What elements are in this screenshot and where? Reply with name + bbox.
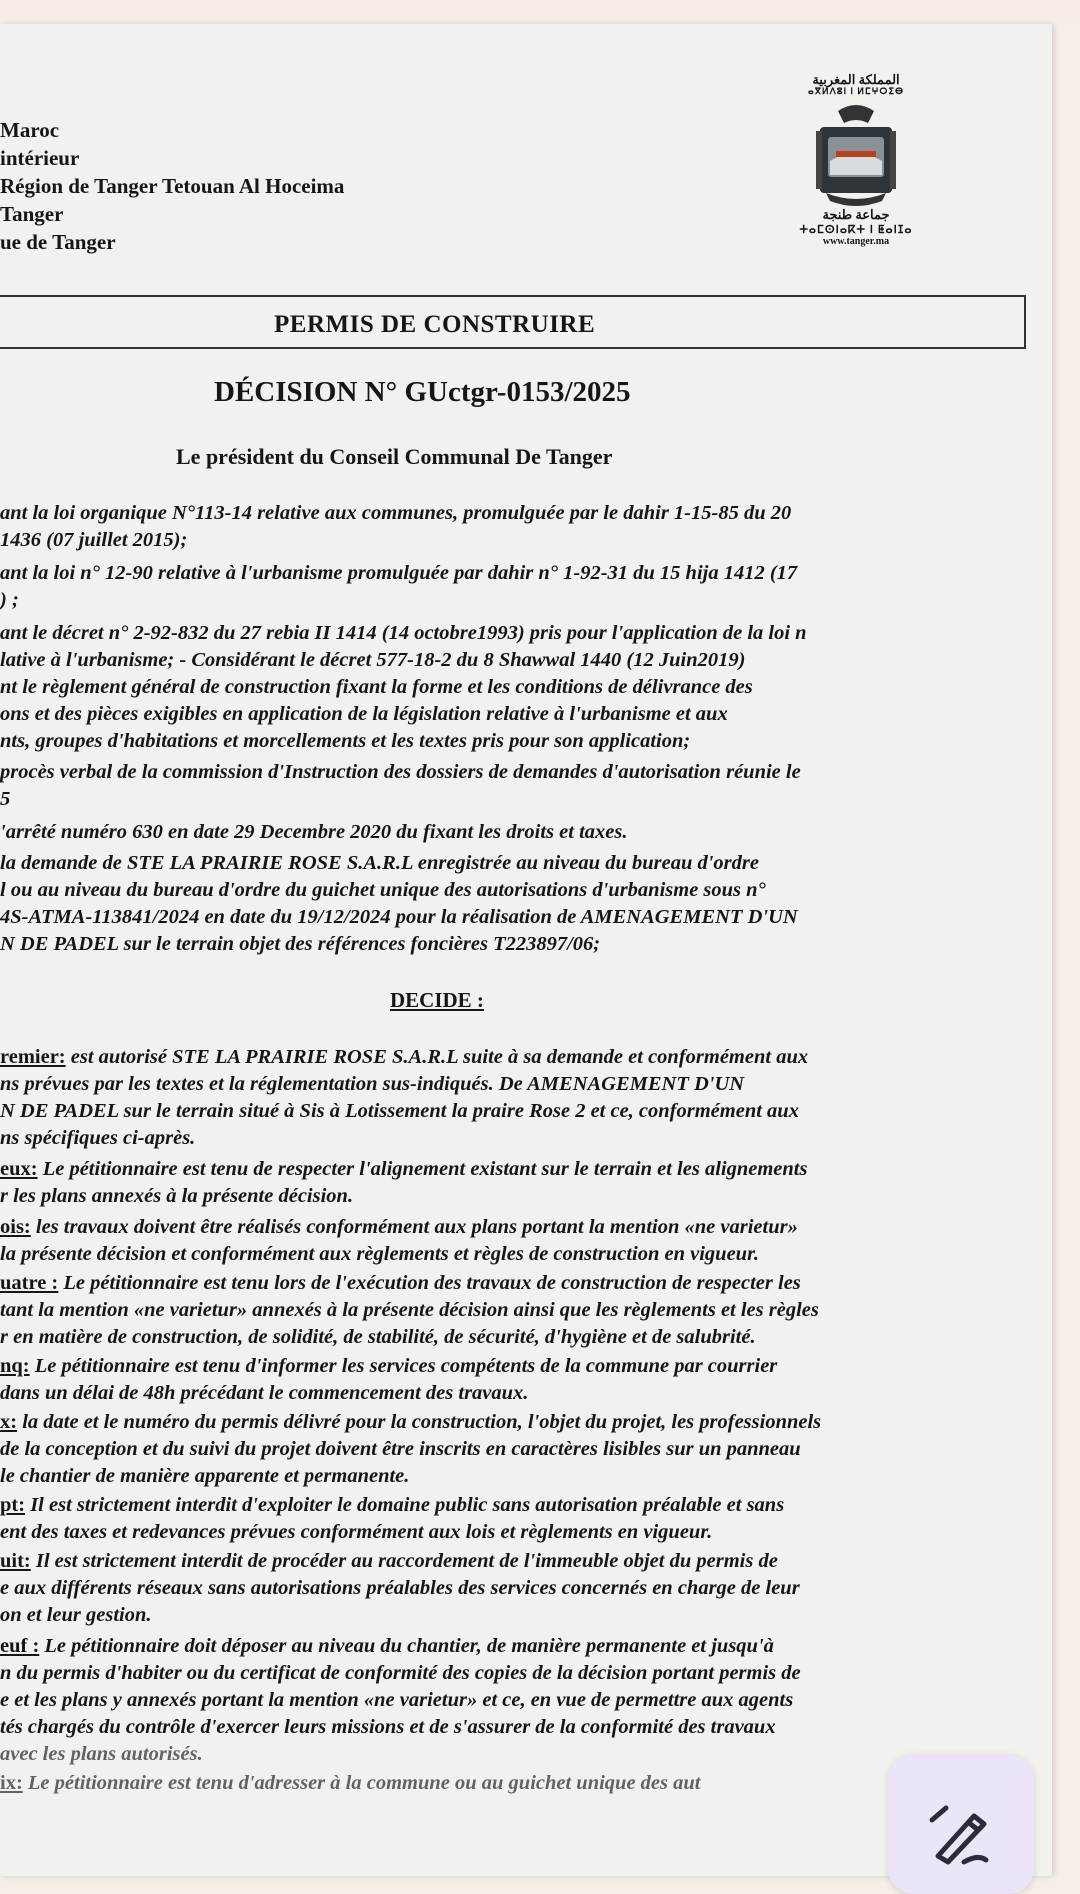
article-line: e et les plans y annexés portant la mention «ne varietur» et ce, en vue de permettre aux agents <box>0 1689 794 1711</box>
article-label: nq: <box>0 1355 30 1377</box>
document-page <box>0 24 1052 1876</box>
article-line: N DE PADEL sur le terrain situé à Sis à Lotissement la praire Rose 2 et ce, conformément aux <box>0 1100 799 1122</box>
article-line: Il est strictement interdit d'exploiter le domaine public sans autorisation préalable et sans <box>25 1494 785 1516</box>
consideration-line: ant le décret n° 2-92-832 du 27 rebia II 1414 (14 octobre1993) pris pour l'application de la loi n <box>0 622 807 644</box>
article-line: Le pétitionnaire est tenu de respecter l'alignement existant sur le terrain et les alignements <box>37 1158 808 1180</box>
article-line: r les plans annexés à la présente décision. <box>0 1185 354 1207</box>
emblem-arabic-top: المملكة المغربية <box>812 72 900 87</box>
article-line: Le pétitionnaire doit déposer au niveau du chantier, de manière permanente et jusqu'à <box>39 1635 774 1657</box>
article-line: tés chargés du contrôle d'exercer leurs missions et de s'assurer de la conformité des travaux <box>0 1716 776 1738</box>
edit-fab-button[interactable] <box>888 1754 1034 1894</box>
article-line: ns prévues par les textes et la réglementation sus-indiqués. De AMENAGEMENT D'UN <box>0 1073 745 1095</box>
article-neuf <box>0 1633 821 1768</box>
title-box <box>0 295 1026 349</box>
article-line: ent des taxes et redevances prévues conformément aux lois et règlements en vigueur. <box>0 1521 713 1543</box>
consideration-line: lative à l'urbanisme; - Considérant le décret 577-18-2 du 8 Shawwal 1440 (12 Juin2019) <box>0 649 746 671</box>
considerations <box>0 500 807 958</box>
article-dix <box>0 1770 821 1797</box>
article-line: la date et le numéro du permis délivré pour la construction, l'objet du projet, les professionnels <box>17 1411 822 1433</box>
consideration-line: 'arrêté numéro 630 en date 29 Decembre 2020 du fixant les droits et taxes. <box>0 821 628 843</box>
article-huit <box>0 1548 821 1629</box>
article-line: Le pétitionnaire est tenu lors de l'exécution des travaux de construction de respecter les <box>58 1272 801 1294</box>
consideration-line: nt le règlement général de construction fixant la forme et les conditions de délivrance des <box>0 676 753 698</box>
article-line: e aux différents réseaux sans autorisations préalables des services concernés en charge de leur <box>0 1577 800 1599</box>
consideration-line: ) ; <box>0 589 19 611</box>
consideration-line: 5 <box>0 788 11 810</box>
article-line: ns spécifiques ci-après. <box>0 1127 196 1149</box>
article-line: dans un délai de 48h précédant le commencement des travaux. <box>0 1382 529 1404</box>
consideration-line: l ou au niveau du bureau d'ordre du guichet unique des autorisations d'urbanisme sous n° <box>0 879 766 901</box>
top-bar <box>0 0 1080 24</box>
article-trois <box>0 1214 821 1268</box>
header-line: ue de Tanger <box>0 230 116 254</box>
header-line: Maroc <box>0 118 60 142</box>
article-line: de la conception et du suivi du projet doivent être inscrits en caractères lisibles sur un panneau <box>0 1438 801 1460</box>
consideration-line: N DE PADEL sur le terrain objet des références foncières T223897/06; <box>0 933 601 955</box>
consideration-line: nts, groupes d'habitations et morcellements et les textes pris pour son application; <box>0 730 691 752</box>
decide-heading: DECIDE : <box>390 988 484 1012</box>
decision-number: DÉCISION N° GUctgr-0153/2025 <box>214 376 631 408</box>
article-line: r en matière de construction, de solidité, de stabilité, de sécurité, d'hygiène et de salubrité. <box>0 1326 756 1348</box>
emblem-tifinagh-top: ⴰⴳⵍⴷⵓⵏ ⵏ ⵍⵎⵖⵔⵉⴱ <box>807 86 905 96</box>
article-line: tant la mention «ne varietur» annexés à la présente décision ainsi que les règlements et les règles <box>0 1299 819 1321</box>
emblem-tifinagh-bottom: ⵜⴰⵎⵙⵏⴰⴽⵜ ⵏ ⵟⴰⵏⵊⴰ <box>799 224 913 236</box>
article-label: uit: <box>0 1550 31 1572</box>
article-line: avec les plans autorisés. <box>0 1743 203 1765</box>
article-line: la présente décision et conformément aux règlements et règles de construction en vigueur. <box>0 1243 760 1265</box>
article-cinq <box>0 1353 821 1407</box>
article-line: Le pétitionnaire est tenu d'informer les services compétents de la commune par courrier <box>29 1355 778 1377</box>
consideration-line: ant la loi n° 12-90 relative à l'urbanisme promulguée par dahir n° 1-92-31 du 15 hija 1412 (17 <box>0 562 798 584</box>
article-quatre <box>0 1270 821 1351</box>
article-label: pt: <box>0 1494 26 1516</box>
consideration-line: ons et des pièces exigibles en application de la législation relative à l'urbanisme et aux <box>0 703 728 725</box>
article-label: uatre : <box>0 1272 59 1294</box>
article-line: est autorisé STE LA PRAIRIE ROSE S.A.R.L suite à sa demande et conformément aux <box>65 1046 809 1068</box>
article-label: ois: <box>0 1216 31 1238</box>
article-line: les travaux doivent être réalisés conformément aux plans portant la mention «ne varietur» <box>30 1216 798 1238</box>
article-six <box>0 1409 821 1490</box>
header-line: Tanger <box>0 202 64 226</box>
document-header <box>0 116 344 256</box>
emblem-arabic-bottom: جماعة طنجة <box>822 207 890 222</box>
article-line: Le pétitionnaire est tenu d'adresser à la commune ou au guichet unique des aut <box>22 1772 701 1794</box>
president-heading: Le président du Conseil Communal De Tanger <box>176 444 613 469</box>
articles <box>0 1044 821 1797</box>
article-line: le chantier de manière apparente et permanente. <box>0 1465 410 1487</box>
consideration-line: procès verbal de la commission d'Instruction des dossiers de demandes d'autorisation réunie le <box>0 761 801 783</box>
crest-icon <box>816 101 896 209</box>
document-title: PERMIS DE CONSTRUIRE <box>274 311 596 338</box>
tanger-emblem <box>776 72 936 272</box>
consideration-line: 4S-ATMA-113841/2024 en date du 19/12/2024 pour la réalisation de AMENAGEMENT D'UN <box>0 906 798 928</box>
article-label: x: <box>0 1411 18 1433</box>
header-line: Région de Tanger Tetouan Al Hoceima <box>0 174 345 198</box>
article-label: eux: <box>0 1158 38 1180</box>
article-premier <box>0 1044 821 1152</box>
article-line: n du permis d'habiter ou du certificat de conformité des copies de la décision portant permis de <box>0 1662 801 1684</box>
consideration-line: ant la loi organique N°113-14 relative aux communes, promulguée par le dahir 1-15-85 du 20 <box>0 502 792 524</box>
article-sept <box>0 1492 821 1546</box>
header-line: intérieur <box>0 146 80 170</box>
edit-pen-icon <box>924 1804 996 1866</box>
article-label: ix: <box>0 1772 23 1794</box>
article-label: euf : <box>0 1635 40 1657</box>
article-line: on et leur gestion. <box>0 1604 152 1626</box>
article-deux <box>0 1156 821 1210</box>
emblem-website: www.tanger.ma <box>822 236 890 247</box>
consideration-line: la demande de STE LA PRAIRIE ROSE S.A.R.L enregistrée au niveau du bureau d'ordre <box>0 852 759 874</box>
consideration-line: 1436 (07 juillet 2015); <box>0 529 188 551</box>
article-label: remier: <box>0 1046 66 1068</box>
article-line: Il est strictement interdit de procéder au raccordement de l'immeuble objet du permis de <box>30 1550 778 1572</box>
